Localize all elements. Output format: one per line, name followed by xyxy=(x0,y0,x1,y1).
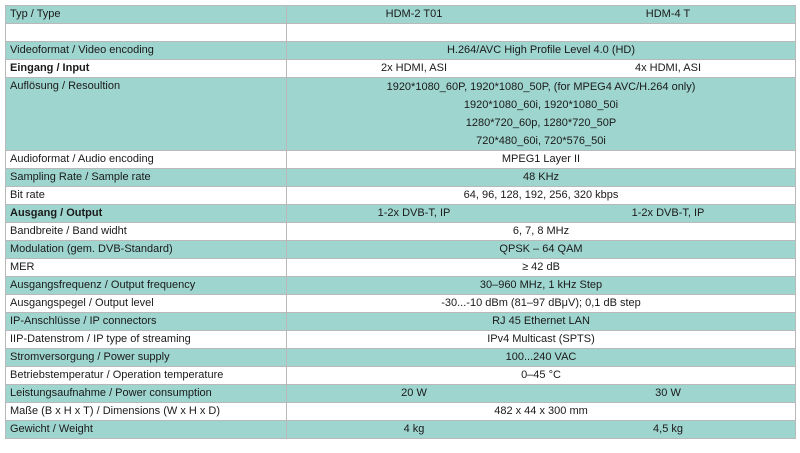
row-label: MER xyxy=(6,259,287,277)
table-row xyxy=(6,187,796,205)
resolution-line: 1280*720_60p, 1280*720_50P xyxy=(465,117,617,129)
table-row xyxy=(6,78,796,151)
value-hdm4: 4,5 kg xyxy=(653,423,683,435)
row-multiline-value xyxy=(287,78,796,151)
row-value: IPv4 Multicast (SPTS) xyxy=(287,331,796,349)
table-row xyxy=(6,331,796,349)
row-split-value xyxy=(287,205,796,223)
row-label: Maße (B x H x T) / Dimensions (W x H x D) xyxy=(6,403,287,421)
table-row xyxy=(6,367,796,385)
table-row xyxy=(6,42,796,60)
row-split-value xyxy=(287,421,796,439)
model-columns xyxy=(287,6,796,24)
spec-table xyxy=(5,5,796,439)
table-row xyxy=(6,277,796,295)
table-row xyxy=(6,169,796,187)
table-row xyxy=(6,60,796,78)
row-value: ≥ 42 dB xyxy=(287,259,796,277)
row-label: Eingang / Input xyxy=(6,60,287,78)
model-hdm2: HDM-2 T01 xyxy=(385,8,443,20)
row-value: 6, 7, 8 MHz xyxy=(287,223,796,241)
row-value xyxy=(287,24,796,42)
row-label: IIP-Datenstrom / IP type of streaming xyxy=(6,331,287,349)
row-label: Ausgang / Output xyxy=(6,205,287,223)
value-hdm2: 4 kg xyxy=(403,423,425,435)
row-split-value xyxy=(287,60,796,78)
value-hdm4: 4x HDMI, ASI xyxy=(634,62,702,74)
row-label: Stromversorgung / Power supply xyxy=(6,349,287,367)
header-row xyxy=(6,6,796,24)
value-hdm4: 1-2x DVB-T, IP xyxy=(631,207,705,219)
resolution-line: 1920*1080_60i, 1920*1080_50i xyxy=(463,99,619,111)
table-row xyxy=(6,223,796,241)
row-value: 30–960 MHz, 1 kHz Step xyxy=(287,277,796,295)
row-label: Bit rate xyxy=(6,187,287,205)
row-label: Sampling Rate / Sample rate xyxy=(6,169,287,187)
row-value: 48 KHz xyxy=(287,169,796,187)
row-value: 482 x 44 x 300 mm xyxy=(287,403,796,421)
row-value: 64, 96, 128, 192, 256, 320 kbps xyxy=(287,187,796,205)
row-value: 100...240 VAC xyxy=(287,349,796,367)
value-hdm4: 30 W xyxy=(655,387,681,399)
row-label: Gewicht / Weight xyxy=(6,421,287,439)
row-label: Bandbreite / Band widht xyxy=(6,223,287,241)
table-row xyxy=(6,421,796,439)
row-label: Betriebstemperatur / Operation temperature xyxy=(6,367,287,385)
row-value: RJ 45 Ethernet LAN xyxy=(287,313,796,331)
table-row xyxy=(6,349,796,367)
row-label: Leistungsaufnahme / Power consumption xyxy=(6,385,287,403)
table-row xyxy=(6,403,796,421)
row-value: QPSK – 64 QAM xyxy=(287,241,796,259)
row-value: 0–45 °C xyxy=(287,367,796,385)
resolution-line: 720*480_60i, 720*576_50i xyxy=(476,135,606,147)
table-row xyxy=(6,151,796,169)
row-label: Ausgangsfrequenz / Output frequency xyxy=(6,277,287,295)
table-row xyxy=(6,241,796,259)
row-label: Auflösung / Resoultion xyxy=(6,78,287,151)
value-hdm2: 1-2x DVB-T, IP xyxy=(377,207,451,219)
table-row xyxy=(6,295,796,313)
row-value: H.264/AVC High Profile Level 4.0 (HD) xyxy=(287,42,796,60)
table-row xyxy=(6,313,796,331)
table-row xyxy=(6,385,796,403)
model-hdm4: HDM-4 T xyxy=(645,8,691,20)
table-row xyxy=(6,24,796,42)
row-value: -30...-10 dBm (81–97 dBμV); 0,1 dB step xyxy=(287,295,796,313)
table-row xyxy=(6,205,796,223)
row-label: Typ / Type xyxy=(6,6,287,24)
value-hdm2: 2x HDMI, ASI xyxy=(380,62,448,74)
row-label xyxy=(6,24,287,42)
row-label: Videoformat / Video encoding xyxy=(6,42,287,60)
row-label: Ausgangspegel / Output level xyxy=(6,295,287,313)
row-split-value xyxy=(287,385,796,403)
table-row xyxy=(6,259,796,277)
row-label: IP-Anschlüsse / IP connectors xyxy=(6,313,287,331)
row-value: MPEG1 Layer II xyxy=(287,151,796,169)
row-label: Modulation (gem. DVB-Standard) xyxy=(6,241,287,259)
resolution-line: 1920*1080_60P, 1920*1080_50P, (for MPEG4 AVC/H.264 only) xyxy=(386,81,696,93)
value-hdm2: 20 W xyxy=(401,387,427,399)
row-label: Audioformat / Audio encoding xyxy=(6,151,287,169)
